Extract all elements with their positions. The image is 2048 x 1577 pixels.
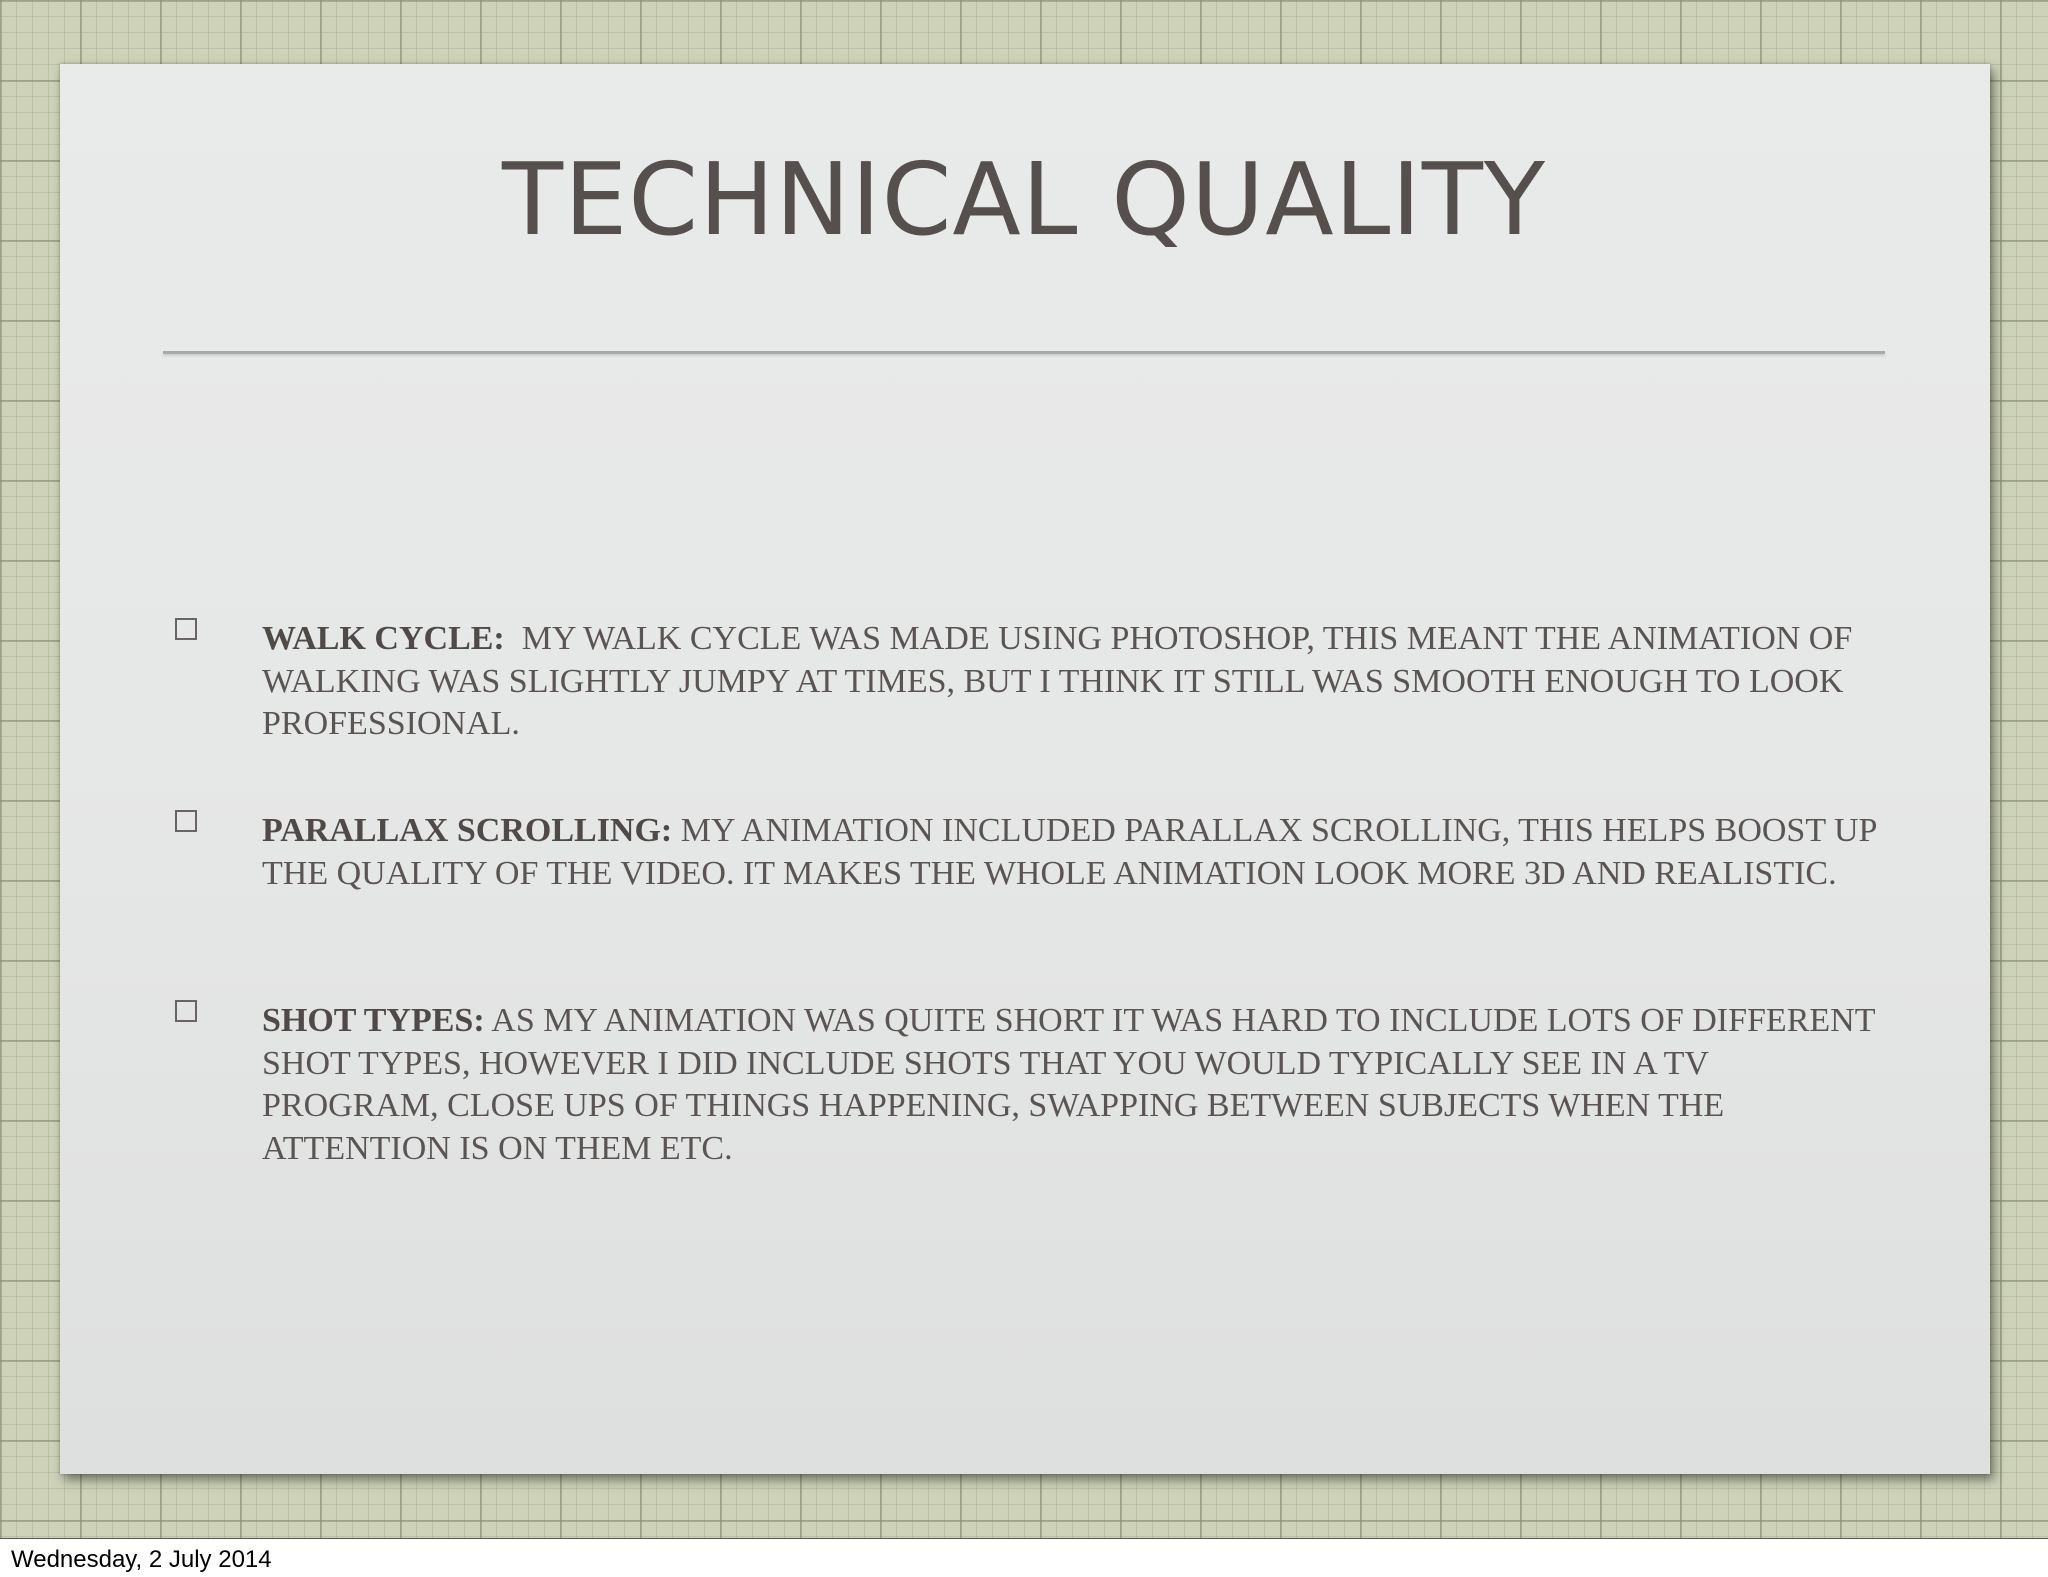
bullet-body: AS MY ANIMATION WAS QUITE SHORT IT WAS HARD TO INCLUDE LOTS OF DIFFERENT SHOT TYPES, HOWEVER I DID INCLUDE SHOTS THAT YOU WOULD TYPICALLY SEE IN A TV PROGRAM, CLOSE UPS OF THINGS HAPPENING, SWAPPING BETWEEN SUBJECTS WHEN THE ATTENTION IS ON THEM ETC. <box>262 1002 1875 1167</box>
bullet-text <box>262 810 1882 895</box>
bullet-body: MY ANIMATION INCLUDED PARALLAX SCROLLING, THIS HELPS BOOST UP THE QUALITY OF THE VIDEO. IT MAKES THE WHOLE ANIMATION LOOK MORE 3D AND REALISTIC. <box>262 812 1877 892</box>
bullet-text <box>262 1000 1882 1170</box>
footer-date: Wednesday, 2 July 2014 <box>11 1546 272 1573</box>
bullet-text <box>262 618 1882 746</box>
empty-square-icon <box>175 810 197 832</box>
slide-title: TECHNICAL QUALITY <box>501 141 1546 258</box>
bullet-heading: WALK CYCLE: <box>262 620 505 657</box>
slide-card <box>60 64 1990 1474</box>
empty-square-icon <box>175 618 197 640</box>
footer-bar <box>0 1538 2048 1577</box>
empty-square-icon <box>175 1000 197 1022</box>
bullet-heading: SHOT TYPES: <box>262 1002 485 1039</box>
bullet-heading: PARALLAX SCROLLING: <box>262 812 673 849</box>
bullet-body: MY WALK CYCLE WAS MADE USING PHOTOSHOP, THIS MEANT THE ANIMATION OF WALKING WAS SLIGHTLY JUMPY AT TIMES, BUT I THINK IT STILL WAS SMOOTH ENOUGH TO LOOK PROFESSIONAL. <box>262 620 1853 742</box>
title-divider <box>163 351 1885 354</box>
